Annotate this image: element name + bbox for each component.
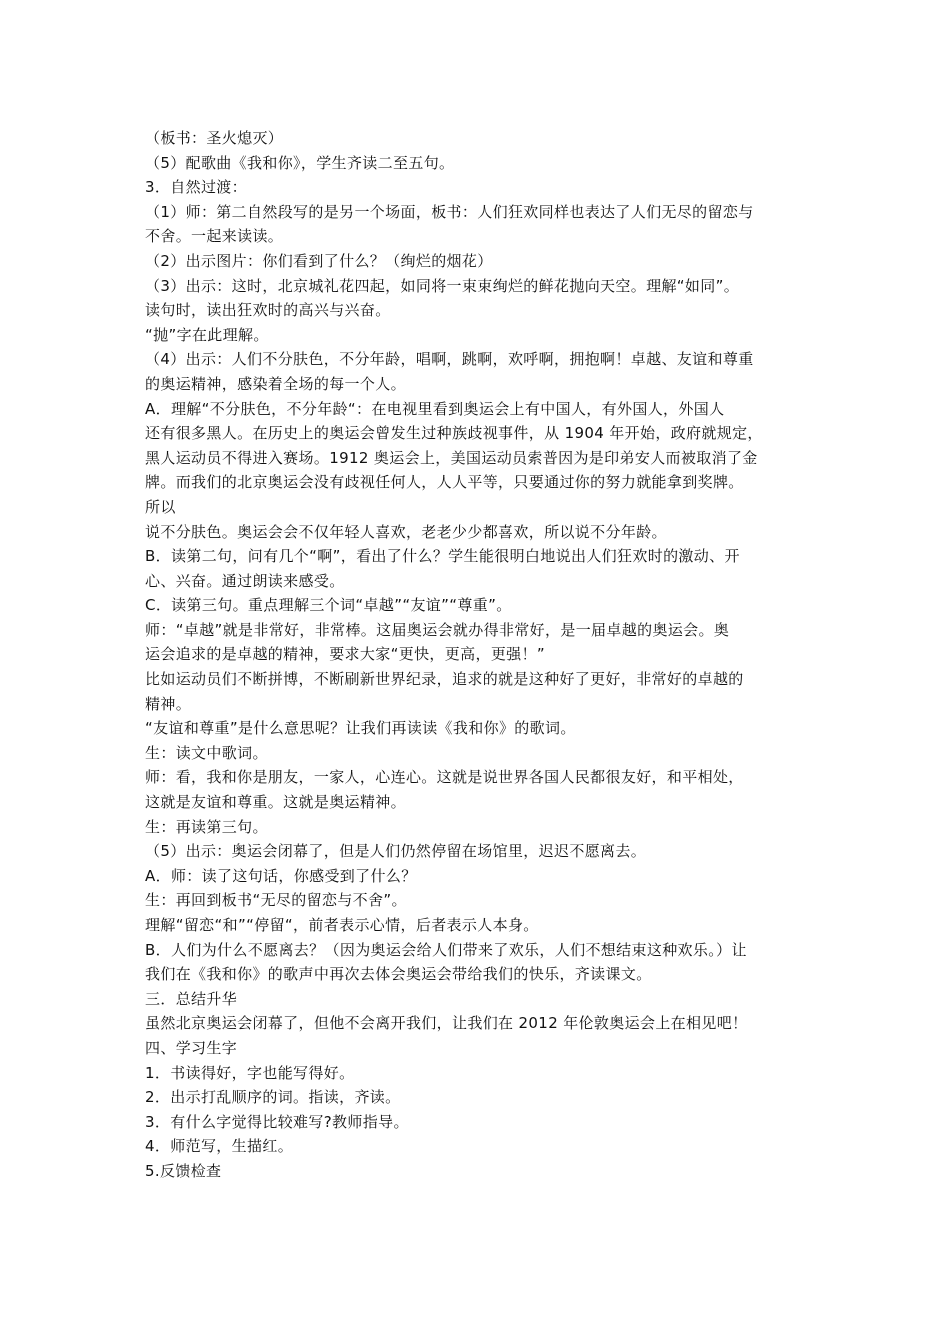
text-line: 理解“留恋“和”“停留“，前者表示心情，后者表示人本身。 bbox=[145, 916, 539, 934]
text-line: 师：“卓越”就是非常好，非常棒。这届奥运会就办得非常好，是一届卓越的奥运会。奥 bbox=[145, 620, 730, 639]
text-line: 这就是友谊和尊重。这就是奥运精神。 bbox=[145, 793, 406, 812]
text-line: 三．总结升华 bbox=[145, 989, 238, 1008]
text-line: 牌。而我们的北京奥运会没有歧视任何人，人人平等，只要通过你的努力就能拿到奖牌。 bbox=[145, 473, 744, 492]
text-line: 我们在《我和你》的歌声中再次去体会奥运会带给我们的快乐，齐读课文。 bbox=[145, 965, 652, 984]
text-line: C．读第三句。重点理解三个词“卓越”“友谊”“尊重”。 bbox=[145, 596, 512, 615]
text-line: 还有很多黑人。在历史上的奥运会曾发生过种族歧视事件，从 1904 年开始，政府就规定， bbox=[145, 424, 763, 443]
text-line: A．理解“不分肤色，不分年龄“：在电视里看到奥运会上有中国人，有外国人，外国人 bbox=[145, 399, 725, 418]
text-line: （板书：圣火熄灭） bbox=[145, 129, 284, 147]
text-line: 3．自然过渡： bbox=[145, 178, 247, 197]
text-line: 心、兴奋。通过朗读来感受。 bbox=[145, 571, 345, 590]
text-line: 不舍。一起来读读。 bbox=[145, 227, 284, 246]
text-line: 1．书读得好，字也能写得好。 bbox=[145, 1063, 355, 1082]
text-line: （1）师：第二自然段写的是另一个场面，板书：人们狂欢同样也表达了人们无尽的留恋与 bbox=[145, 202, 754, 221]
text-line: 运会追求的是卓越的精神，要求大家“更快，更高，更强！” bbox=[145, 645, 545, 664]
text-line: 说不分肤色。奥运会会不仅年轻人喜欢，老老少少都喜欢，所以说不分年龄。 bbox=[145, 522, 667, 541]
text-line: （5）配歌曲《我和你》，学生齐读二至五句。 bbox=[145, 153, 455, 172]
text-line: 黑人运动员不得进入赛场。1912 奥运会上，美国运动员索普因为是印弟安人而被取消了金 bbox=[145, 448, 758, 467]
text-line: 师：看，我和你是朋友，一家人，心连心。这就是说世界各国人民都很友好，和平相处， bbox=[145, 768, 744, 787]
text-line: （3）出示：这时，北京城礼花四起，如同将一束束绚烂的鲜花抛向天空。理解“如同”。 bbox=[145, 276, 740, 295]
text-line: 生：读文中歌词。 bbox=[145, 743, 268, 762]
text-line: 4．师范写，生描红。 bbox=[145, 1137, 294, 1156]
text-line: （4）出示：人们不分肤色，不分年龄，唱啊，跳啊，欢呼啊，拥抱啊！卓越、友谊和尊重 bbox=[145, 350, 754, 369]
text-line: 比如运动员们不断拼博，不断刷新世界纪录，追求的就是这种好了更好，非常好的卓越的 bbox=[145, 670, 744, 689]
text-line: 3．有什么字觉得比较难写?教师指导。 bbox=[145, 1112, 409, 1131]
text-line: “友谊和尊重”是什么意思呢？让我们再读读《我和你》的歌词。 bbox=[145, 719, 576, 738]
text-line: B．读第二句，问有几个“啊”，看出了什么？学生能很明白地说出人们狂欢时的激动、开 bbox=[145, 547, 740, 566]
document-body bbox=[145, 126, 810, 1184]
text-line: 5.反馈检查 bbox=[145, 1161, 222, 1180]
text-line: 生：再读第三句。 bbox=[145, 817, 268, 836]
text-line: “抛”字在此理解。 bbox=[145, 325, 269, 344]
text-line: 2．出示打乱顺序的词。指读，齐读。 bbox=[145, 1088, 401, 1107]
text-line: B．人们为什么不愿离去？（因为奥运会给人们带来了欢乐，人们不想结束这种欢乐。）让 bbox=[145, 940, 747, 959]
text-line: 所以 bbox=[145, 497, 176, 516]
text-line: 生：再回到板书“无尽的留恋与不舍”。 bbox=[145, 891, 407, 910]
text-line: A．师：读了这句话，你感受到了什么？ bbox=[145, 866, 417, 885]
text-line: 的奥运精神，感染着全场的每一个人。 bbox=[145, 374, 406, 393]
text-line: （2）出示图片：你们看到了什么？（绚烂的烟花） bbox=[145, 251, 493, 270]
text-line: 四、学习生字 bbox=[145, 1038, 238, 1057]
text-line: （5）出示：奥运会闭幕了，但是人们仍然停留在场馆里，迟迟不愿离去。 bbox=[145, 842, 647, 861]
text-line: 读句时，读出狂欢时的高兴与兴奋。 bbox=[145, 301, 391, 320]
text-line: 精神。 bbox=[145, 694, 192, 713]
text-line: 虽然北京奥运会闭幕了，但他不会离开我们，让我们在 2012 年伦敦奥运会上在相见吧！ bbox=[145, 1014, 748, 1033]
